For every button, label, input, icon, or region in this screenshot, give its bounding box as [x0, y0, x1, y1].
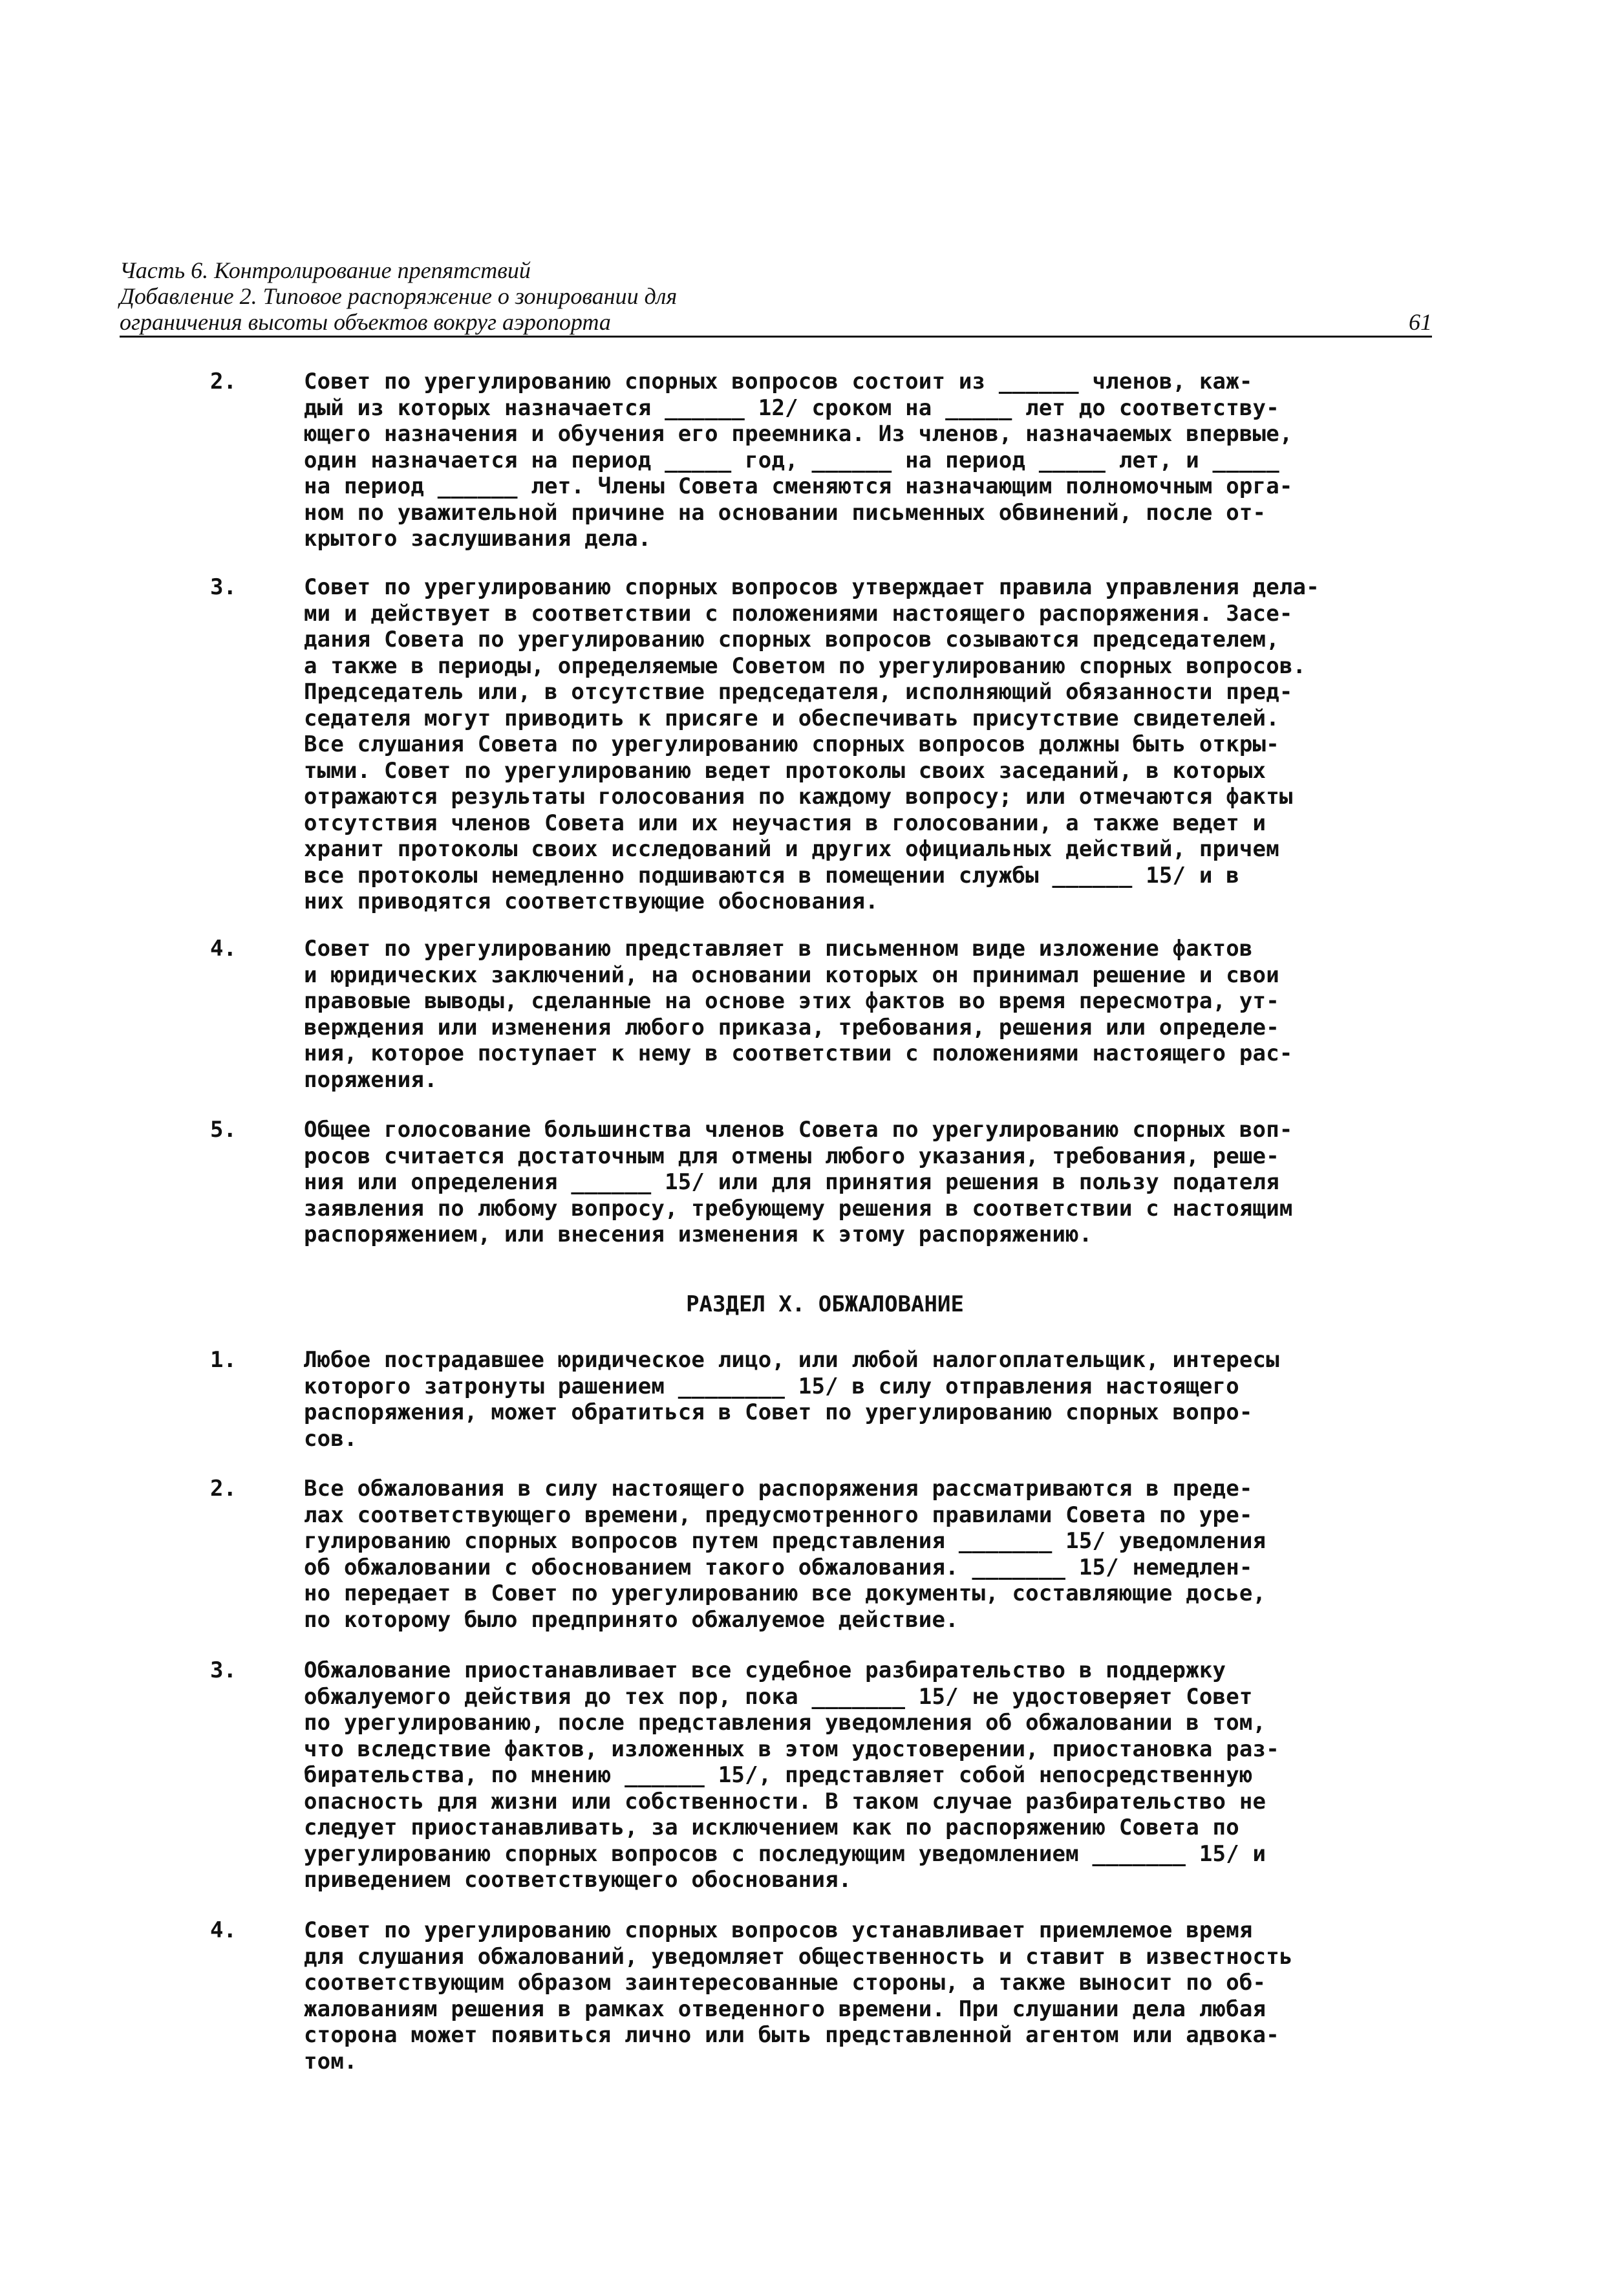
text-line: следует приостанавливать, за исключением как по распоряжению Совета по — [304, 1815, 1239, 1840]
text-line: Все обжалования в силу настоящего распоряжения рассматриваются в преде- — [304, 1476, 1253, 1502]
paragraph-number: 1. — [210, 1347, 237, 1373]
text-line: Все слушания Совета по урегулированию спорных вопросов должны быть откры- — [304, 731, 1279, 757]
text-line: тыми. Совет по урегулированию ведет протоколы своих заседаний, в которых — [304, 757, 1266, 784]
text-line: том. — [304, 2048, 358, 2074]
text-line: один назначается на период _____ год, ______ на период _____ лет, и _____ — [304, 447, 1279, 473]
text-line: лах соответствующего времени, предусмотренного правилами Совета по уре- — [304, 1502, 1253, 1528]
text-line: все протоколы немедленно подшиваются в помещении службы ______ 15/ и в — [304, 862, 1239, 889]
text-line: по урегулированию, после представления уведомления об обжаловании в том, — [304, 1710, 1266, 1736]
text-line: сов. — [304, 1425, 358, 1452]
paragraph-number: 2. — [210, 1476, 237, 1502]
text-line: бирательства, по мнению ______ 15/, представляет собой непосредственную — [304, 1762, 1253, 1788]
paragraph-number: 5. — [210, 1117, 237, 1143]
header-title-text: ограничения высоты объектов вокруг аэропорта — [120, 309, 611, 335]
text-line: дый из которых назначается ______ 12/ сроком на _____ лет до соответству- — [304, 394, 1279, 421]
text-line: ния или определения ______ 15/ или для принятия решения в пользу подателя — [304, 1169, 1279, 1195]
text-line: росов считается достаточным для отмены любого указания, требования, реше- — [304, 1143, 1279, 1169]
text-line: седателя могут приводить к присяге и обеспечивать присутствие свидетелей. — [304, 705, 1279, 731]
text-line: урегулированию спорных вопросов с последующим уведомлением _______ 15/ и — [304, 1840, 1266, 1867]
text-line: для слушания обжалований, уведомляет общественность и ставит в известность — [304, 1943, 1293, 1970]
paragraph-number: 4. — [210, 1917, 237, 1943]
text-line: по которому было предпринято обжалуемое действие. — [304, 1606, 959, 1633]
text-line: распоряжением, или внесения изменения к этому распоряжению. — [304, 1222, 1093, 1247]
text-line: гулированию спорных вопросов путем представления _______ 15/ уведомления — [304, 1528, 1266, 1554]
text-line: ми и действует в соответствии с положениями настоящего распоряжения. Засе- — [304, 600, 1293, 627]
paragraph-number: 2. — [210, 369, 237, 394]
paragraph-text — [304, 369, 1468, 552]
text-line: обжалуемого действия до тех пор, пока _______ 15/ не удостоверяет Совет — [304, 1683, 1253, 1710]
text-line: хранит протоколы своих исследований и других официальных действий, причем — [304, 836, 1279, 862]
paragraph-text — [304, 1917, 1468, 2074]
text-line: что вследствие фактов, изложенных в этом удостоверении, приостановка раз- — [304, 1736, 1279, 1762]
text-line: Совет по урегулированию спорных вопросов устанавливает приемлемое время — [304, 1917, 1253, 1943]
paragraph-text — [304, 574, 1468, 915]
paragraph-text — [304, 1476, 1468, 1633]
text-line: заявления по любому вопросу, требующему решения в соответствии с настоящим — [304, 1195, 1293, 1222]
text-line: Любое пострадавшее юридическое лицо, или любой налогоплательщик, интересы — [304, 1347, 1279, 1373]
paragraph-number: 4. — [210, 936, 237, 962]
text-line: Обжалование приостанавливает все судебное разбирательство в поддержку — [304, 1657, 1226, 1683]
text-line: которого затронуты рашением ________ 15/ в силу отправления настоящего — [304, 1373, 1239, 1399]
text-line: ния, которое поступает к нему в соответствии с положениями настоящего рас- — [304, 1040, 1293, 1066]
text-line: них приводятся соответствующие обоснования. — [304, 889, 879, 914]
paragraph-text — [304, 936, 1468, 1093]
text-line: поряжения. — [304, 1066, 438, 1093]
text-line: Общее голосование большинства членов Совета по урегулированию спорных воп- — [304, 1117, 1293, 1143]
text-line: Председатель или, в отсутствие председателя, исполняющий обязанности пред- — [304, 679, 1293, 705]
text-line: приведением соответствующего обоснования. — [304, 1867, 852, 1893]
text-line: крытого заслушивания дела. — [304, 526, 652, 552]
text-line: Совет по урегулированию спорных вопросов состоит из ______ членов, каж- — [304, 369, 1253, 394]
section-title: РАЗДЕЛ X. ОБЖАЛОВАНИЕ — [686, 1291, 964, 1317]
text-line: опасность для жизни или собственности. В таком случае разбирательство не — [304, 1788, 1266, 1815]
text-line: а также в периоды, определяемые Советом по урегулированию спорных вопросов. — [304, 652, 1307, 679]
header-appendix-line: Добавление 2. Типовое распоряжение о зонировании для — [120, 283, 678, 309]
text-line: дания Совета по урегулированию спорных вопросов созываются председателем, — [304, 627, 1279, 652]
page-number: 61 — [1409, 309, 1432, 335]
text-line: Совет по урегулированию спорных вопросов утверждает правила управления дела- — [304, 574, 1320, 600]
text-line: жалованиям решения в рамках отведенного времени. При слушании дела любая — [304, 1996, 1266, 2022]
paragraph-text — [304, 1117, 1468, 1248]
text-line: ющего назначения и обучения его преемника. Из членов, назначаемых впервые, — [304, 421, 1293, 447]
paragraph-text — [304, 1657, 1468, 1893]
text-line: соответствующим образом заинтересованные стороны, а также выносит по об- — [304, 1970, 1266, 1996]
text-line: об обжаловании с обоснованием такого обжалования. _______ 15/ немедлен- — [304, 1554, 1253, 1580]
text-line: правовые выводы, сделанные на основе этих фактов во время пересмотра, ут- — [304, 988, 1279, 1014]
paragraph-text — [304, 1347, 1468, 1452]
text-line: сторона может появиться лично или быть представленной агентом или адвока- — [304, 2022, 1279, 2048]
running-header — [120, 257, 1432, 338]
paragraph-number: 3. — [210, 1657, 237, 1683]
header-part-line: Часть 6. Контролирование препятствий — [120, 257, 531, 283]
text-line: ном по уважительной причине на основании письменных обвинений, после от- — [304, 499, 1266, 526]
text-line: верждения или изменения любого приказа, требования, решения или определе- — [304, 1014, 1279, 1040]
text-line: отражаются результаты голосования по каждому вопросу; или отмечаются факты — [304, 784, 1293, 810]
paragraph-number: 3. — [210, 574, 237, 600]
text-line: и юридических заключений, на основании которых он принимал решение и свои — [304, 962, 1279, 988]
header-title-line — [120, 309, 1432, 338]
text-line: Совет по урегулированию представляет в письменном виде изложение фактов — [304, 936, 1253, 962]
text-line: на период ______ лет. Члены Совета сменяются назначающим полномочным орга- — [304, 473, 1293, 499]
text-line: распоряжения, может обратиться в Совет по урегулированию спорных вопро- — [304, 1399, 1253, 1425]
text-line: отсутствия членов Совета или их неучастия в голосовании, а также ведет и — [304, 810, 1266, 836]
text-line: но передает в Совет по урегулированию все документы, составляющие досье, — [304, 1580, 1266, 1606]
